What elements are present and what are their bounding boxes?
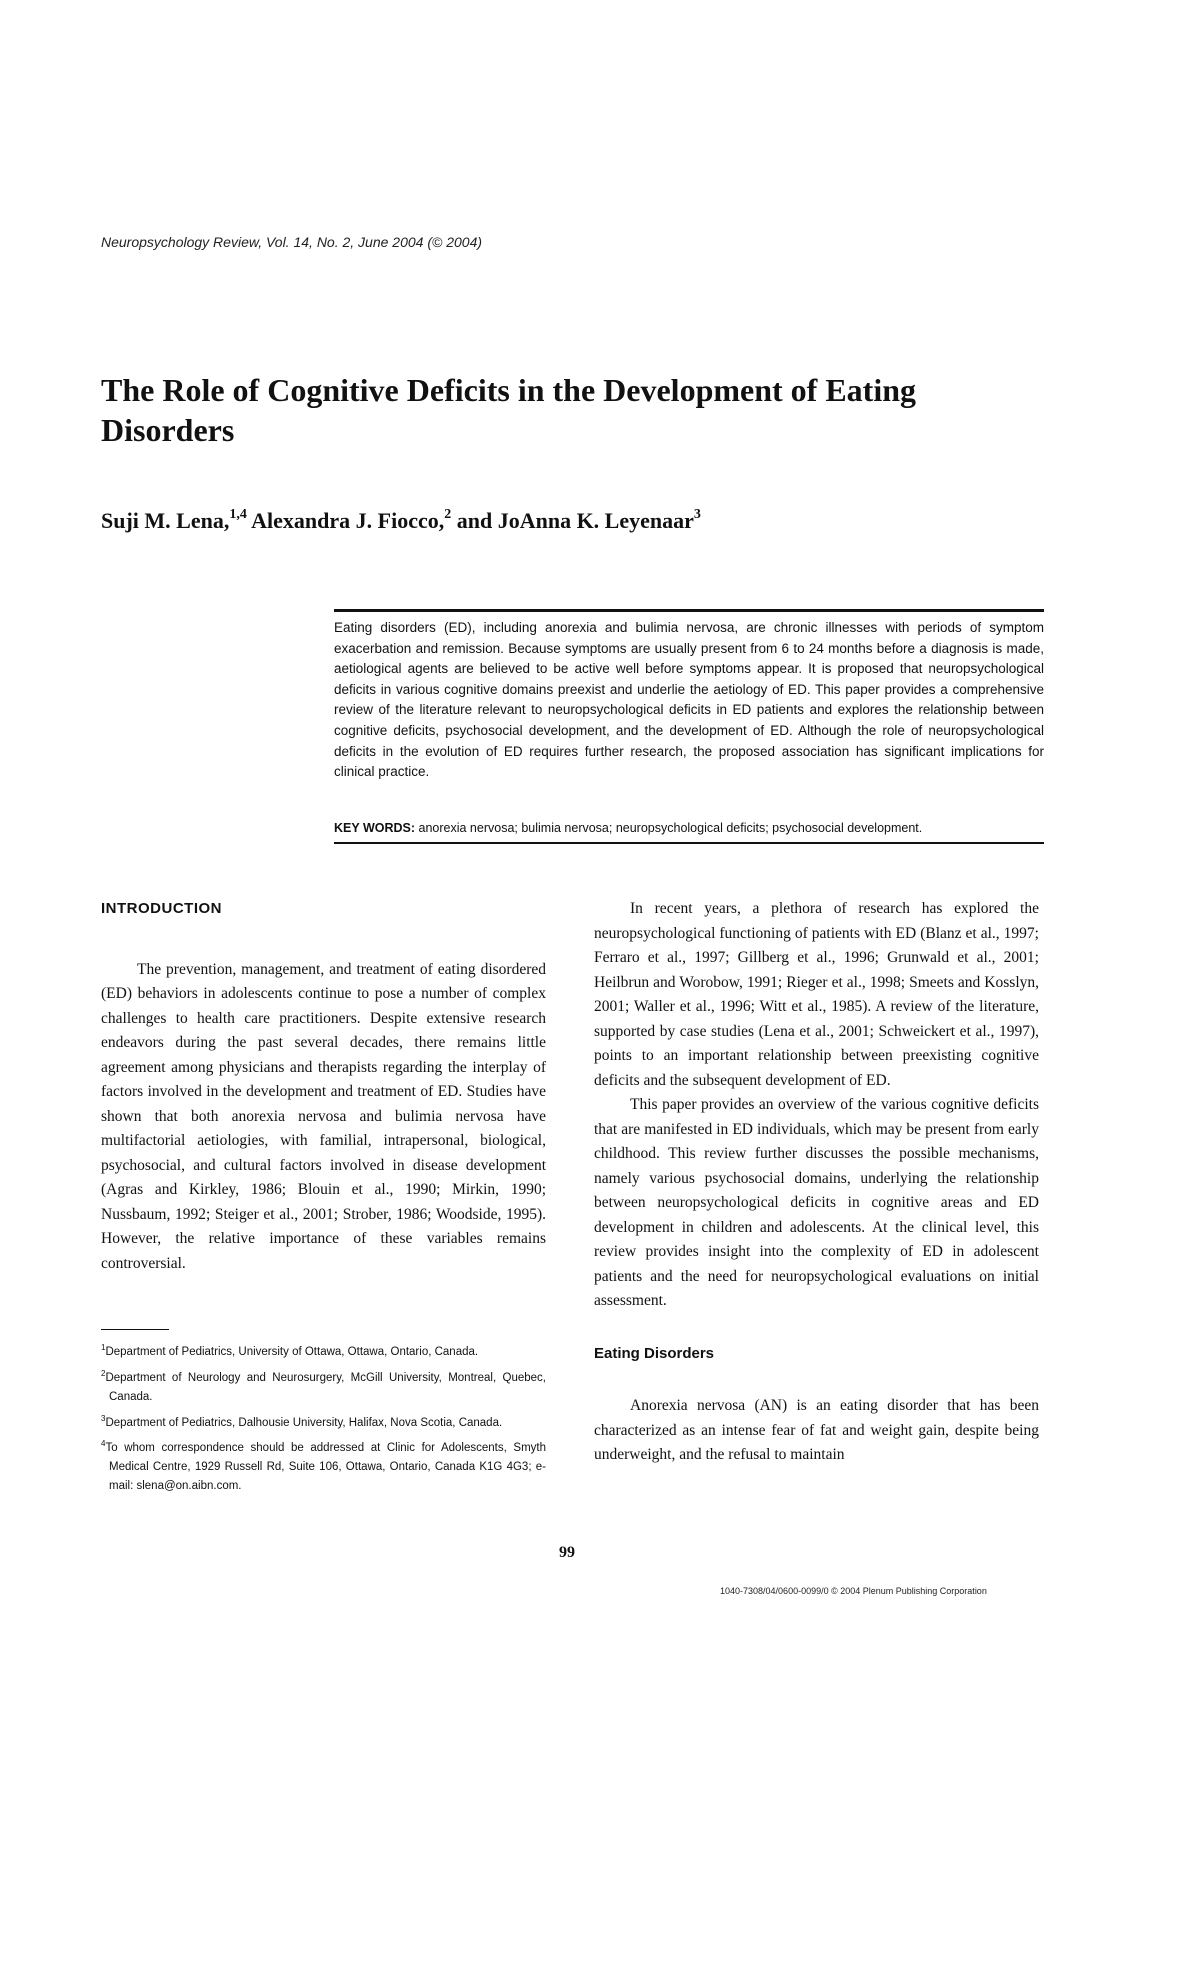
footnote-rule [101, 1329, 169, 1330]
introduction-heading: INTRODUCTION [101, 900, 222, 917]
footnote-number: 2 [101, 1368, 106, 1378]
footnote [101, 1338, 546, 1362]
keywords-label: KEY WORDS: [334, 821, 416, 835]
page-number: 99 [559, 1544, 575, 1561]
abstract-bottom-rule [334, 842, 1044, 844]
right-column [594, 897, 1039, 1468]
keywords [334, 821, 1044, 835]
left-column [101, 897, 546, 1276]
footnote [101, 1434, 546, 1496]
body-paragraph: In recent years, a plethora of research has explored the neuropsychological functioning of patients with ED (Blanz et al., 1997; Ferraro et al., 1997; Gillberg et al., 1996; Grunwald et al., 2001; Heilbrun and Worobow, 1991; Rieger et al., 1998; Smeets and Kosslyn, 2001; Waller et al., 1996; Witt et al., 1985). A review of the literature, supported by case studies (Lena et al., 2001; Schweickert et al., 1997), points to an important relationship between preexisting cognitive deficits and the subsequent development of ED. [594, 900, 1039, 1089]
author-name: Alexandra J. Fiocco, [246, 508, 445, 533]
footnote-number: 4 [101, 1439, 106, 1449]
footnote-text: Department of Neurology and Neurosurgery, McGill University, Montreal, Quebec, Canada. [105, 1371, 546, 1403]
copyright-line: 1040-7308/04/0600-0099/0 © 2004 Plenum Publishing Corporation [720, 1586, 987, 1596]
author-affiliation-mark: 2 [444, 506, 452, 522]
abstract: Eating disorders (ED), including anorexia and bulimia nervosa, are chronic illnesses with periods of symptom exacerbation and remission. Because symptoms are usually present from 6 to 24 months before a diagnosis is made, aetiological agents are believed to be active well before symptoms appear. It is proposed that neuropsychological deficits in various cognitive domains preexist and underlie the aetiology of ED. This paper provides a comprehensive review of the literature relevant to neuropsychological deficits in ED patients and explores the relationship between cognitive deficits, psychosocial development, and the development of ED. Although the role of neuropsychological deficits in the evolution of ED requires further research, the proposed association has significant implications for clinical practice. [334, 620, 1044, 780]
footnote-text: To whom correspondence should be addressed at Clinic for Adolescents, Smyth Medical Centre, 1929 Russell Rd, Suite 106, Ottawa, Ontario, Canada K1G 4G3; e-mail: slena@on.aibn.com. [105, 1442, 546, 1493]
footnote-text: Department of Pediatrics, Dalhousie University, Halifax, Nova Scotia, Canada. [105, 1416, 503, 1429]
footnote [101, 1409, 546, 1433]
abstract-top-rule [334, 609, 1044, 612]
article-title: The Role of Cognitive Deficits in the Development of Eating Disorders [101, 372, 917, 448]
footnote-text: Department of Pediatrics, University of Ottawa, Ottawa, Ontario, Canada. [105, 1345, 479, 1358]
journal-citation: Neuropsychology Review, Vol. 14, No. 2, June 2004 (© 2004) [101, 234, 483, 250]
body-paragraph: This paper provides an overview of the various cognitive deficits that are manifested in ED individuals, which may be present from early childhood. This review further discusses the possible mechanisms, namely various psychosocial domains, underlying the relationship between neuropsychological deficits in cognitive areas and ED development in children and adolescents. At the clinical level, this review provides insight into the complexity of ED in adolescent patients and the need for neuropsychological evaluations on initial assessment. [594, 1096, 1039, 1309]
author-name: and JoAnna K. Leyenaar [451, 508, 694, 533]
footnote-number: 1 [101, 1343, 106, 1352]
introduction-paragraph: The prevention, management, and treatment of eating disordered (ED) behaviors in adolescents continue to pose a number of complex challenges to health care practitioners. Despite extensive research endeavors during the past several decades, there remains little agreement among physicians and therapists regarding the interplay of factors involved in the development and treatment of ED. Studies have shown that both anorexia nervosa and bulimia nervosa have multifactorial aetiologies, with familial, intrapersonal, biological, psychosocial, and cultural factors involved in disease development (Agras and Kirkley, 1986; Blouin et al., 1990; Mirkin, 1990; Nussbaum, 1992; Steiger et al., 2001; Strober, 1986; Woodside, 1995). However, the relative importance of these variables remains controversial. [101, 960, 546, 1272]
author-list [101, 508, 701, 534]
keywords-text: anorexia nervosa; bulimia nervosa; neuropsychological deficits; psychosocial development. [415, 821, 923, 835]
body-paragraph: Anorexia nervosa (AN) is an eating disorder that has been characterized as an intense fear of fat and weight gain, despite being underweight, and the refusal to maintain [594, 1397, 1039, 1463]
author-name: Suji M. Lena, [101, 508, 230, 533]
footnote-number: 3 [101, 1413, 106, 1423]
author-affiliation-mark: 1,4 [229, 506, 247, 522]
footnote [101, 1364, 546, 1407]
footnotes [101, 1338, 546, 1498]
author-affiliation-mark: 3 [693, 506, 701, 522]
eating-disorders-heading: Eating Disorders [594, 1344, 715, 1362]
